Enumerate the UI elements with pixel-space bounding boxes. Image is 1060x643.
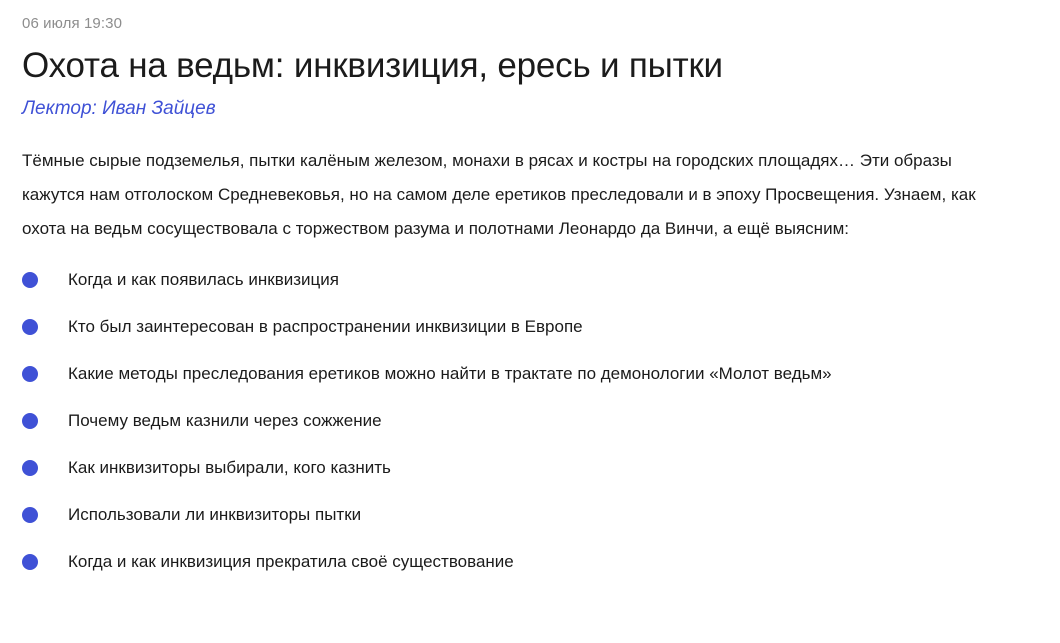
list-item-label: Почему ведьм казнили через сожжение: [68, 411, 382, 430]
list-item-label: Когда и как инквизиция прекратила своё существование: [68, 552, 514, 571]
list-item: [22, 409, 1038, 433]
list-item-label: Использовали ли инквизиторы пытки: [68, 505, 362, 524]
list-item-label: Какие методы преследования еретиков можно найти в трактате по демонологии «Молот ведьм»: [68, 364, 832, 383]
topics-list: [22, 268, 1038, 574]
list-item-label: Когда и как появилась инквизиция: [68, 270, 339, 289]
bullet-dot-icon: [22, 366, 38, 382]
list-item: [22, 362, 1038, 386]
bullet-dot-icon: [22, 413, 38, 429]
list-item: [22, 550, 1038, 574]
lecturer-name: Лектор: Иван Зайцев: [22, 98, 216, 119]
list-item: [22, 268, 1038, 292]
bullet-dot-icon: [22, 319, 38, 335]
intro-paragraph: Тёмные сырые подземелья, пытки калёным железом, монахи в рясах и костры на городских площадях… Эти образы кажутся нам отголоском Средневековья, но на самом деле еретиков преследовали и в эпоху Просвещения. Узнаем, как охота на ведьм сосуществовала с торжеством разума и полотнами Леонардо да Винчи, а ещё выясним:: [22, 151, 976, 238]
bullet-dot-icon: [22, 507, 38, 523]
page-title: Охота на ведьм: инквизиция, ересь и пытки: [22, 46, 723, 85]
list-item: [22, 315, 1038, 339]
bullet-dot-icon: [22, 460, 38, 476]
bullet-dot-icon: [22, 272, 38, 288]
bullet-dot-icon: [22, 554, 38, 570]
event-datetime: 06 июля 19:30: [22, 15, 123, 32]
list-item: [22, 456, 1038, 480]
list-item-label: Кто был заинтересован в распространении инквизиции в Европе: [68, 317, 583, 336]
list-item: [22, 503, 1038, 527]
list-item-label: Как инквизиторы выбирали, кого казнить: [68, 458, 391, 477]
